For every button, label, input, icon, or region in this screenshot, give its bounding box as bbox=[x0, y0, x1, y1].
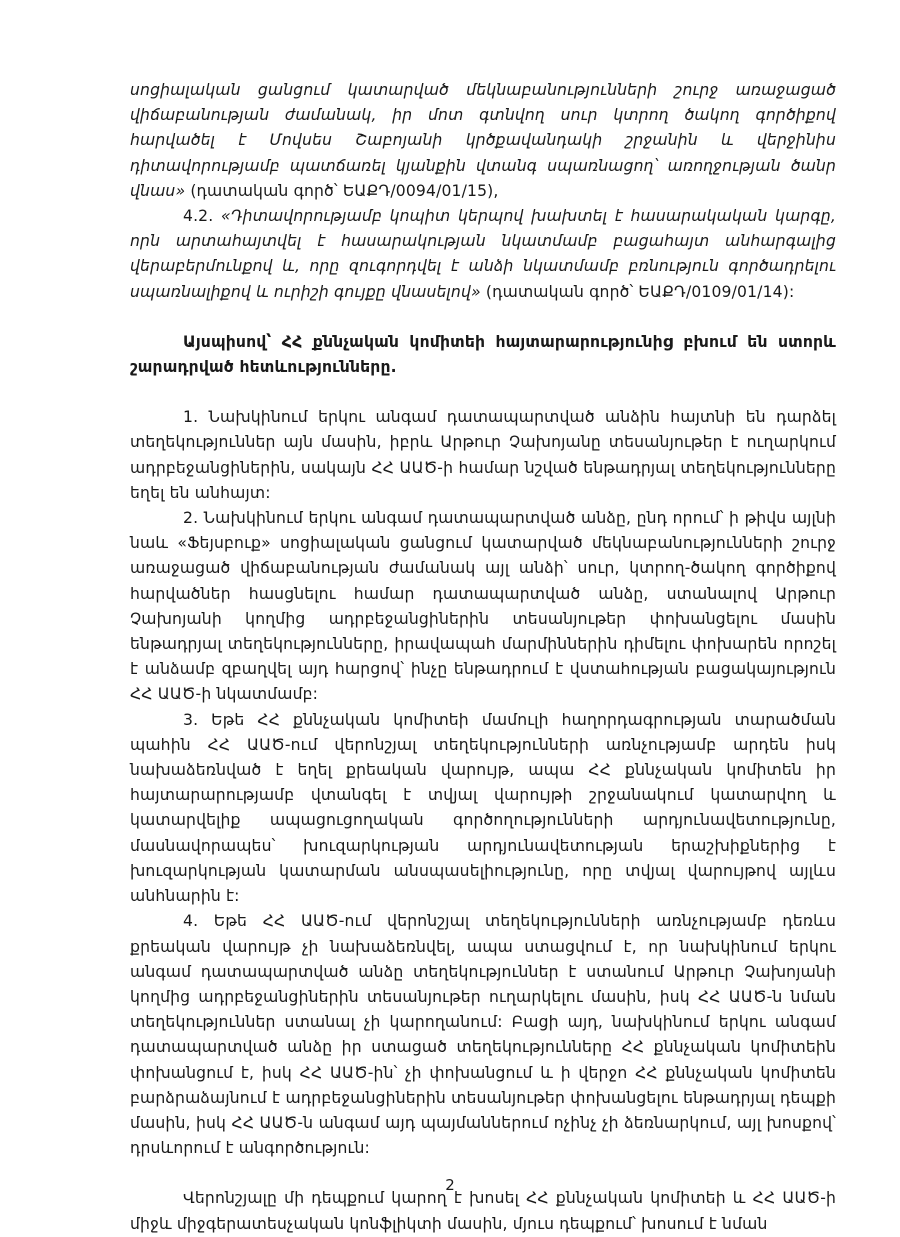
closing-paragraph: Վերոնշյալը մի դեպքում կարող է խոսել ՀՀ քննչական կոմիտեի և ՀՀ ԱԱԾ-ի միջև միջգերատեսչական կոնֆլիկտի մասին, մյուս դեպքում՝ խոսում է նման bbox=[130, 1189, 836, 1233]
quote-text: սոցիալական ցանցում կատարված մեկնաբանությունների շուրջ առաջացած վիճաբանության ժամանակ, իր մոտ գտնվող սուր կտրող ծակող գործիքով հարվածել է Մովսես Շաբոյանի կրծքավանդակի շրջանին և վերջինիս դիտավորությամբ պատճառել կյանքին վտանգ սպառնացող՝ առողջության ծանր վնաս» bbox=[130, 81, 836, 200]
paragraph-quote-case-0094 bbox=[130, 78, 836, 204]
case-reference: (դատական գործ՝ ԵԱՔԴ/0094/01/15), bbox=[185, 181, 499, 200]
conclusion-item-4: 4. Եթե ՀՀ ԱԱԾ-ում վերոնշյալ տեղեկությունների առնչությամբ դեռևս քրեական վարույթ չի նախաձեռնվել, ապա ստացվում է, որ նախկինում երկու անգամ դատապարտված անձը տեղեկություններ է ստանում Արթուր Չախոյանի կողմից ադրբեջանցիներին տեսանյութեր ուղարկելու մասին, իսկ ՀՀ ԱԱԾ-ն նման տեղեկություններ ստանալ չի կարողանում: Բացի այդ, նախկինում երկու անգամ դատապարտված անձը իր ստացած տեղեկությունները ՀՀ քննչական կոմիտեին փոխանցում է, իսկ ՀՀ ԱԱԾ-ին՝ չի փոխանցում և ի վերջո ՀՀ քննչական կոմիտեն բարձրաձայնում է ադրբեջանցիներին տեսանյութեր փոխանցելու ենթադրյալ դեպքի մասին, իսկ ՀՀ ԱԱԾ-ն անգամ այդ պայմաններում ոչինչ չի ձեռնարկում, այլ խոսքով՝ դրսևորում է անգործություն: bbox=[130, 912, 836, 1158]
page-number: 2 bbox=[445, 1176, 455, 1194]
conclusion-item-1: 1. Նախկինում երկու անգամ դատապարտված անձին հայտնի են դարձել տեղեկություններ այն մասին, իբրև Արթուր Չախոյանը տեսանյութեր է ուղարկում ադրբեջանցիներին, սակայն ՀՀ ԱԱԾ-ի համար նշված ենթադրյալ տեղեկությունները եղել են անհայտ: bbox=[130, 408, 836, 502]
quote-text: «Դիտավորությամբ կոպիտ կերպով խախտել է հասարակական կարգը, որն արտահայտվել է հասարակության նկատմամբ բացահայտ անհարգալից վերաբերմունքով և, որը զուգորդվել է անձի նկատմամբ բռնություն գործադրելու սպառնալիքով և ուրիշի գույքը վնասելով» bbox=[130, 207, 836, 301]
conclusions-heading: Այսպիսով՝ ՀՀ քննչական կոմիտեի հայտարարությունից բխում են ստորև շարադրված հետևությունները. bbox=[130, 332, 836, 377]
paragraph-4-2 bbox=[130, 204, 836, 305]
document-body bbox=[130, 78, 836, 1237]
item-number: 4.2. bbox=[183, 207, 221, 226]
conclusion-item-2: 2. Նախկինում երկու անգամ դատապարտված անձը, ընդ որում՝ ի թիվս այլնի նաև «Ֆեյսբուք» սոցիալական ցանցում կատարված մեկնաբանությունների շուրջ առաջացած վիճաբանության ժամանակ այլ անձի՝ սուր, կտրող-ծակող գործիքով հարվածներ հասցնելու համար դատապարտված անձը, ստանալով Արթուր Չախոյանի կողմից ադրբեջանցիներին տեսանյութեր փոխանցելու մասին ենթադրյալ տեղեկությունները, իրավապահ մարմիններին դիմելու փոխարեն որոշել է անձամբ զբաղվել այդ հարցով՝ ինչը ենթադրում է վստահության բացակայություն ՀՀ ԱԱԾ-ի նկատմամբ: bbox=[130, 509, 836, 704]
case-reference: (դատական գործ՝ ԵԱՔԴ/0109/01/14): bbox=[480, 282, 795, 301]
conclusion-item-3: 3. Եթե ՀՀ քննչական կոմիտեի մամուլի հաղորդագրության տարածման պահին ՀՀ ԱԱԾ-ում վերոնշյալ տեղեկությունների առնչությամբ արդեն իսկ նախաձեռնված է եղել քրեական վարույթ, ապա ՀՀ քննչական կոմիտեն իր հայտարարությամբ վտանգել է տվյալ վարույթի շրջանակում կատարվող և կատարվելիք ապացուցողական գործողությունների արդյունավետությունը, մասնավորապես՝ խուզարկության արդյունավետության երաշխիքներից է խուզարկության կատարման անսպասելիությունը, որը տվյալ վարույթով այլևս անհնարին է: bbox=[130, 710, 836, 906]
